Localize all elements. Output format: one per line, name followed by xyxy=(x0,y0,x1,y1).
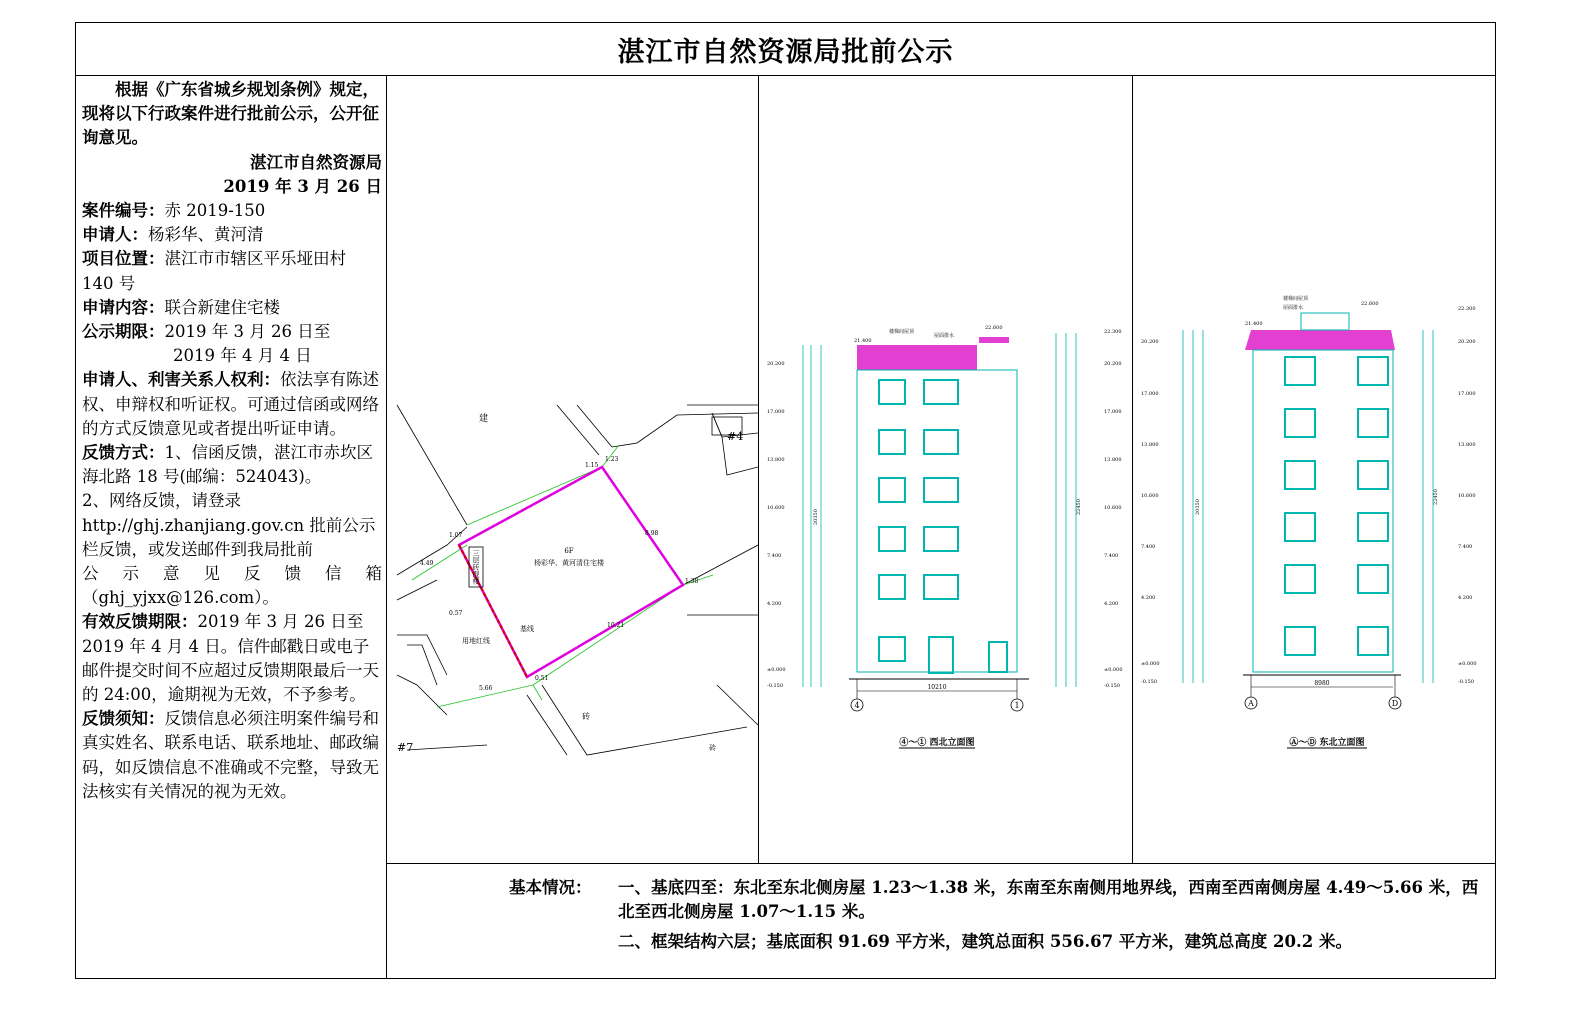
case-number-label: 案件编号： xyxy=(82,201,165,221)
basic-info-item-1: 一、基底四至：东北至东北侧房屋 1.23～1.38 米，东南至东南侧用地界线，西南至西南侧房屋 4.49～5.66 米，西北至西北侧房屋 1.07～1.15 米。 xyxy=(618,878,1479,921)
basic-info-item-2: 二、框架结构六层；基底面积 91.69 平方米，建筑总面积 556.67 平方米，建筑总高度 20.2 米。 xyxy=(618,932,1352,951)
svg-text:13.800: 13.800 xyxy=(767,457,785,463)
svg-text:22.300: 22.300 xyxy=(1458,306,1476,312)
issuer: 湛江市自然资源局 xyxy=(250,152,382,172)
site-plan-drawing xyxy=(387,75,758,863)
svg-text:17.000: 17.000 xyxy=(1141,391,1159,397)
ne-axis-left: A xyxy=(1248,699,1254,708)
dim-7: 1.38 xyxy=(685,578,699,585)
svg-text:-0.150: -0.150 xyxy=(767,683,784,689)
ne-levels-right xyxy=(1458,306,1477,685)
svg-text:4.200: 4.200 xyxy=(1458,595,1473,601)
ne-levels-left xyxy=(1141,339,1160,685)
feedback-label: 反馈方式： xyxy=(82,443,165,463)
dim-6: 5.66 xyxy=(479,685,493,692)
svg-text:7.400: 7.400 xyxy=(1104,553,1119,559)
dim-2: 1.15 xyxy=(585,462,599,469)
svg-text:20.200: 20.200 xyxy=(1141,339,1159,345)
title-row xyxy=(76,23,1495,76)
ne-level-22600: 22.600 xyxy=(1361,301,1379,307)
rights-label: 申请人、利害关系人权利： xyxy=(82,370,280,390)
svg-text:4.200: 4.200 xyxy=(1104,601,1119,607)
site-wall-label: 三层砖混楼 xyxy=(472,549,480,585)
svg-text:17.000: 17.000 xyxy=(1458,391,1476,397)
project-location xyxy=(82,247,382,295)
svg-text:17.000: 17.000 xyxy=(767,409,785,415)
ne-total-right: 22450 xyxy=(1433,489,1439,505)
nw-levels-right xyxy=(1104,329,1123,689)
dim-8: 8.98 xyxy=(645,530,659,537)
location-label: 项目位置： xyxy=(82,249,165,269)
site-label-hash4: #4 xyxy=(727,430,744,443)
nw-width-dim: 10210 xyxy=(927,684,947,691)
notice-frame xyxy=(75,22,1496,979)
nw-level-22600: 22.600 xyxy=(985,325,1003,331)
nw-axis-left: 4 xyxy=(854,701,860,710)
applicant-label: 申请人： xyxy=(82,225,148,245)
site-label-baseline: 基线 xyxy=(520,625,534,633)
svg-text:10.600: 10.600 xyxy=(767,505,785,511)
deadline-label: 有效反馈期限： xyxy=(82,612,198,632)
feedback-method xyxy=(82,441,382,489)
basic-info-label: 基本情况： xyxy=(509,878,592,897)
site-label-boundary: 用地红线 xyxy=(462,637,490,645)
svg-text:13.800: 13.800 xyxy=(1141,442,1159,448)
feedback-deadline xyxy=(82,610,382,707)
dim-1: 1.23 xyxy=(605,456,619,463)
northwest-elevation-drawing xyxy=(759,75,1132,863)
site-building-floors: 6F xyxy=(564,547,574,555)
site-plan-panel xyxy=(387,75,759,863)
nw-top-label-1: 楼梯间屋顶 xyxy=(889,329,915,335)
period-start: 2019 年 3 月 26 日至 xyxy=(164,322,331,342)
svg-text:20.200: 20.200 xyxy=(767,361,785,367)
content-label: 申请内容： xyxy=(82,297,165,317)
site-label-zhuan2: 砖 xyxy=(709,744,716,752)
ne-window-grid xyxy=(1285,357,1388,655)
svg-text:-0.150: -0.150 xyxy=(1141,679,1158,685)
dim-3: 1.07 xyxy=(449,532,463,539)
svg-text:-0.150: -0.150 xyxy=(1458,679,1475,685)
svg-text:±0.000: ±0.000 xyxy=(1141,661,1160,667)
period-end: 2019 年 4 月 4 日 xyxy=(173,346,312,366)
nw-top-label-2: 屋面排水 xyxy=(934,333,955,339)
dim-4: 4.49 xyxy=(420,560,434,567)
northwest-elevation-panel xyxy=(759,75,1133,863)
dim-5: 0.57 xyxy=(449,610,463,617)
ne-top-label-2: 屋面排水 xyxy=(1283,305,1304,311)
ne-total-left: 20350 xyxy=(1195,499,1201,515)
site-label-jian: 建 xyxy=(479,414,489,424)
notice-value: 反馈信息必须注明案件编号和真实姓名、联系电话、联系地址、邮政编码，如反馈信息不准确或不完整，导致无法核实有关情况的视为无效。 xyxy=(82,709,379,801)
case-number xyxy=(82,199,382,223)
nw-total-left: 20350 xyxy=(813,509,819,525)
site-label-hash7: #7 xyxy=(397,741,414,754)
svg-text:±0.000: ±0.000 xyxy=(1458,661,1477,667)
nw-total-right: 22450 xyxy=(1076,499,1082,515)
svg-text:20.200: 20.200 xyxy=(1458,339,1476,345)
svg-text:10.600: 10.600 xyxy=(1458,493,1476,499)
feedback-email: （ghj_yjxx@126.com）。 xyxy=(82,588,279,608)
feedback-line1: 1、信函反馈，湛江市赤坎区海北路 18 号(邮编：524043)。 xyxy=(82,443,373,487)
basic-info-section xyxy=(387,863,1495,978)
svg-text:22.300: 22.300 xyxy=(1104,329,1122,335)
ne-top-label-1: 楼梯间屋顶 xyxy=(1283,296,1309,302)
content-value: 联合新建住宅楼 xyxy=(164,297,280,317)
site-building-name: 杨彩华、黄河清住宅楼 xyxy=(534,559,604,567)
drawings-area xyxy=(387,75,1495,864)
feedback-line4: 公 示 意 见 反 馈 信 箱 xyxy=(82,564,382,584)
northeast-elevation-panel xyxy=(1133,75,1495,863)
site-label-zhuan: 砖 xyxy=(582,712,590,721)
svg-text:±0.000: ±0.000 xyxy=(767,667,786,673)
svg-text:17.000: 17.000 xyxy=(1104,409,1122,415)
svg-text:10.600: 10.600 xyxy=(1104,505,1122,511)
rights xyxy=(82,368,382,441)
case-number-value: 赤 2019-150 xyxy=(164,201,266,221)
applicant-value: 杨彩华、黄河清 xyxy=(148,225,264,245)
dim-10: 0.51 xyxy=(535,675,549,682)
nw-caption: ④～① 西北立面图 xyxy=(899,738,975,748)
nw-level-21400: 21.400 xyxy=(854,338,872,344)
notice-label: 反馈须知： xyxy=(82,709,165,729)
svg-text:7.400: 7.400 xyxy=(1458,544,1473,550)
feedback-line2: 2、网络反馈，请登录 xyxy=(82,491,241,511)
ne-level-21400: 21.400 xyxy=(1245,321,1263,327)
rights-value: 依法享有陈述权、申辩权和听证权。可通过信函或网络的方式反馈意见或者提出听证申请。 xyxy=(82,370,379,438)
svg-text:7.400: 7.400 xyxy=(1141,544,1156,550)
svg-text:7.400: 7.400 xyxy=(767,553,782,559)
notice-date: 2019 年 3 月 26 日 xyxy=(223,176,382,196)
nw-levels-left xyxy=(767,361,786,689)
period-label: 公示期限： xyxy=(82,322,165,342)
location-value: 湛江市市辖区平乐垭田村 140 号 xyxy=(82,249,346,293)
notice-text-column xyxy=(76,75,387,978)
ne-width-dim: 8980 xyxy=(1314,680,1330,687)
svg-text:±0.000: ±0.000 xyxy=(1104,667,1123,673)
publicity-period xyxy=(82,320,382,344)
svg-text:20.200: 20.200 xyxy=(1104,361,1122,367)
svg-text:10.600: 10.600 xyxy=(1141,493,1159,499)
svg-text:13.800: 13.800 xyxy=(1458,442,1476,448)
svg-text:13.800: 13.800 xyxy=(1104,457,1122,463)
page-title: 湛江市自然资源局批前公示 xyxy=(617,36,954,68)
basic-info-text xyxy=(618,876,1489,960)
svg-text:-0.150: -0.150 xyxy=(1104,683,1121,689)
applicant xyxy=(82,223,382,247)
nw-window-grid xyxy=(879,380,1007,673)
intro-text: 根据《广东省城乡规划条例》规定，现将以下行政案件进行批前公示，公开征询意见。 xyxy=(82,80,379,148)
feedback-notice xyxy=(82,707,382,804)
svg-text:4.200: 4.200 xyxy=(1141,595,1156,601)
deadline-value: 2019 年 3 月 26 日至 2019 年 4 月 4 日。信件邮戳日或电子邮件提交时间不应超过反馈期限最后一天的 24:00，逾期视为无效，不予参考。 xyxy=(82,612,379,705)
application-content xyxy=(82,296,382,320)
nw-axis-right: 1 xyxy=(1014,701,1020,710)
svg-text:4.200: 4.200 xyxy=(767,601,782,607)
ne-axis-right: D xyxy=(1391,699,1399,708)
northeast-elevation-drawing xyxy=(1133,75,1497,863)
dim-9: 10.21 xyxy=(607,622,625,629)
ne-caption: Ⓐ～Ⓓ 东北立面图 xyxy=(1289,738,1365,748)
feedback-line3: http://ghj.zhanjiang.gov.cn 批前公示栏反馈，或发送邮件到我局批前 xyxy=(82,515,376,559)
